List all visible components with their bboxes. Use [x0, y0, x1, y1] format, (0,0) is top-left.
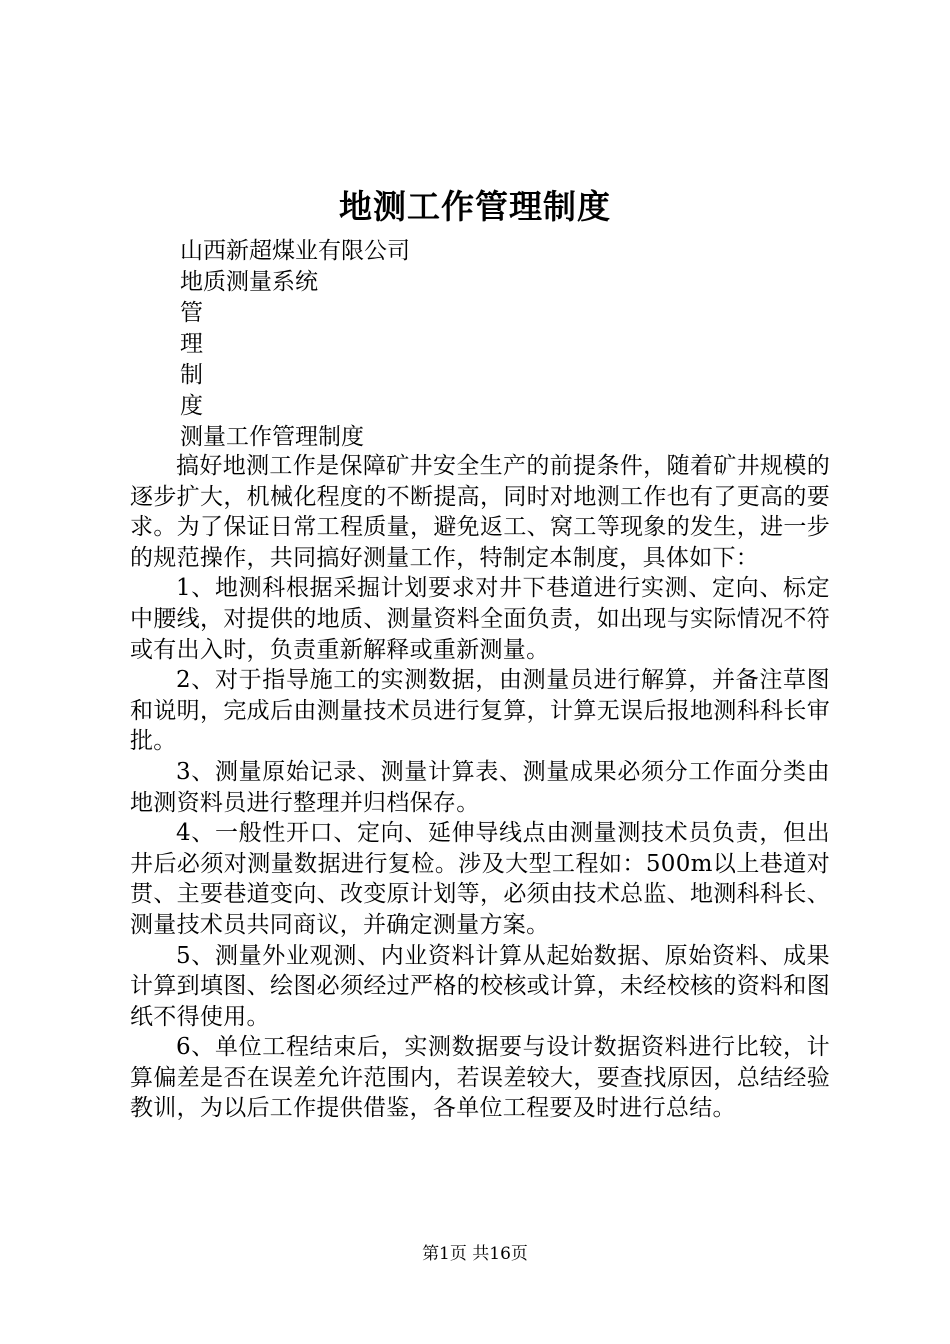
paragraph-intro: 搞好地测工作是保障矿井安全生产的前提条件，随着矿井规模的逐步扩大，机械化程度的不断提高，同时对地测工作也有了更高的要求。为了保证日常工程质量，避免返工、窝工等现象的发生，进一步的规范操作，共同搞好测量工作，特制定本制度，具体如下：	[130, 453, 830, 571]
document-title: 地测工作管理制度	[339, 187, 611, 226]
body-text	[130, 451, 830, 1124]
paragraph-item-1: 1、地测科根据采掘计划要求对井下巷道进行实测、定向、标定中腰线，对提供的地质、测量资料全面负责，如出现与实际情况不符或有出入时，负责重新解释或重新测量。	[130, 575, 830, 663]
vertical-char-1: 管	[180, 300, 203, 326]
vertical-char-4: 度	[180, 393, 203, 419]
section-title: 测量工作管理制度	[180, 424, 364, 450]
company-name: 山西新超煤业有限公司	[180, 238, 410, 264]
page-footer: 第1页 共16页	[422, 1244, 528, 1264]
header-block	[180, 236, 780, 453]
paragraph-item-3: 3、测量原始记录、测量计算表、测量成果必须分工作面分类由地测资料员进行整理并归档保存。	[130, 758, 830, 816]
vertical-char-2: 理	[180, 331, 203, 357]
system-name: 地质测量系统	[180, 269, 318, 295]
paragraph-item-5: 5、测量外业观测、内业资料计算从起始数据、原始资料、成果计算到填图、绘图必须经过严格的校核或计算，未经校核的资料和图纸不得使用。	[130, 942, 830, 1030]
paragraph-item-4: 4、一般性开口、定向、延伸导线点由测量测技术员负责，但出井后必须对测量数据进行复检。涉及大型工程如：500m以上巷道对贯、主要巷道变向、改变原计划等，必须由技术总监、地测科科长、测量技术员共同商议，并确定测量方案。	[130, 820, 830, 938]
vertical-char-3: 制	[180, 362, 203, 388]
paragraph-item-6: 6、单位工程结束后，实测数据要与设计数据资料进行比较，计算偏差是否在误差允许范围内，若误差较大，要查找原因，总结经验教训，为以后工作提供借鉴，各单位工程要及时进行总结。	[130, 1034, 830, 1122]
paragraph-item-2: 2、对于指导施工的实测数据，由测量员进行解算，并备注草图和说明，完成后由测量技术员进行复算，计算无误后报地测科科长审批。	[130, 667, 830, 755]
